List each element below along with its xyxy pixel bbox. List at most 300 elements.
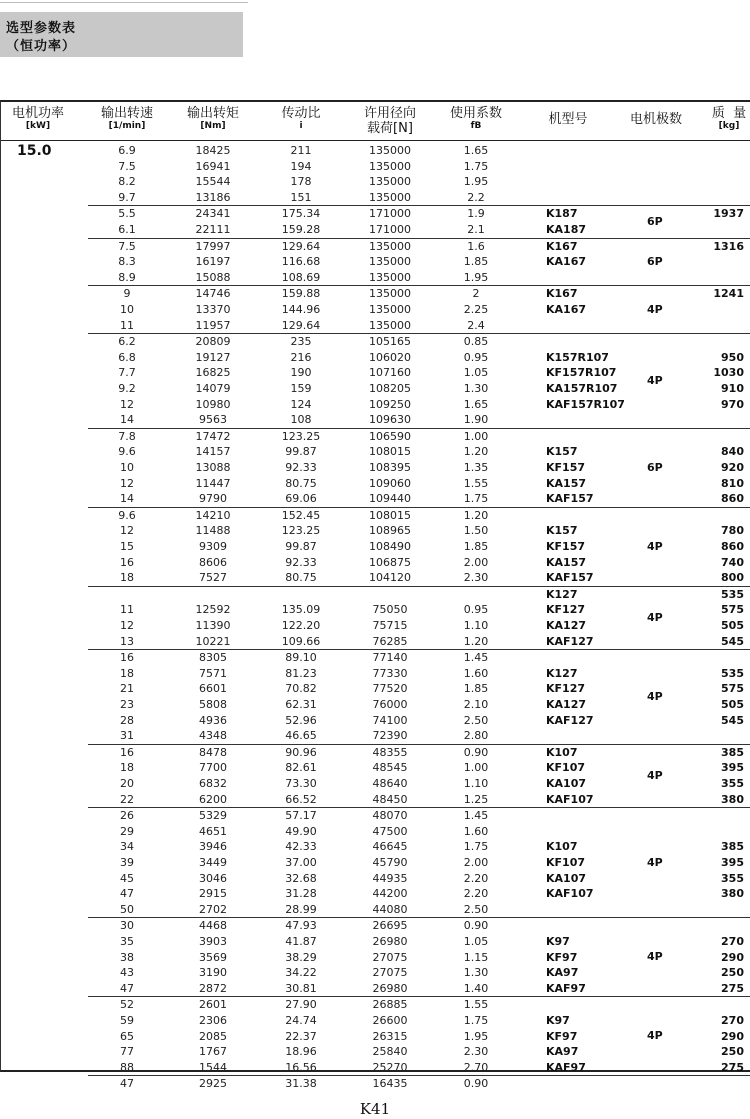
cell-output-torque: 11390 (195, 619, 231, 632)
cell-radial-load: 26695 (372, 919, 408, 933)
cell-output-speed: 21 (120, 682, 134, 696)
cell-output-speed: 10 (120, 303, 134, 316)
cell-radial-load: 135000 (369, 144, 411, 157)
cell-weight: 250 (721, 966, 744, 980)
cell-output-speed: 20 (120, 777, 134, 790)
cell-output-torque: 6601 (199, 682, 227, 696)
cell-output-speed: 16 (120, 745, 134, 759)
cell-output-torque: 15088 (195, 270, 231, 284)
cell-model: KAF157 (546, 571, 594, 585)
group-separator (88, 917, 750, 918)
cell-model: KAF97 (546, 981, 586, 995)
header-service-factor-label: 使用系数 (449, 106, 503, 121)
cell-model: KAF157R107 (546, 397, 625, 411)
cell-output-speed: 11 (120, 318, 134, 332)
cell-service-factor: 1.75 (463, 840, 489, 854)
cell-output-speed: 38 (120, 950, 134, 964)
cell-ratio: 159 (290, 382, 312, 395)
cell-radial-load: 48640 (372, 777, 408, 790)
cell-output-torque: 11447 (195, 476, 231, 490)
cell-model: KAF127 (546, 713, 594, 727)
cell-radial-load: 135000 (369, 190, 411, 204)
cell-ratio: 81.23 (285, 666, 317, 680)
cell-ratio: 62.31 (285, 698, 317, 711)
cell-ratio: 122.20 (281, 619, 321, 632)
cell-poles: 4P (647, 690, 663, 703)
cell-weight: 275 (721, 981, 744, 995)
header-title: 选型参数表 (6, 21, 77, 36)
cell-weight: 1937 (713, 207, 744, 221)
cell-ratio: 175.34 (281, 207, 321, 221)
cell-radial-load: 25840 (372, 1045, 408, 1059)
cell-output-torque: 14157 (195, 445, 231, 459)
cell-radial-load: 48545 (372, 761, 408, 775)
group-separator (88, 507, 750, 508)
cell-weight: 810 (721, 476, 744, 490)
cell-weight: 1241 (713, 287, 744, 301)
cell-ratio: 22.37 (285, 1029, 317, 1043)
cell-poles: 4P (647, 950, 663, 964)
header-output-speed-unit: [1/min] (108, 121, 146, 131)
cell-radial-load: 74100 (372, 713, 408, 727)
cell-output-torque: 1544 (199, 1060, 227, 1074)
cell-output-torque: 15544 (195, 175, 231, 189)
cell-service-factor: 0.85 (463, 335, 489, 349)
header-radial-load-label: 许用径向 载荷[N] (363, 106, 417, 136)
cell-model: KF127 (546, 682, 585, 696)
cell-radial-load: 109630 (369, 413, 411, 427)
cell-model: K97 (546, 1014, 570, 1027)
cell-ratio: 52.96 (285, 713, 317, 727)
cell-model: KA127 (546, 619, 586, 632)
cell-weight: 1030 (713, 366, 744, 380)
cell-output-torque: 7700 (199, 761, 227, 775)
cell-service-factor: 1.95 (463, 1029, 489, 1043)
cell-output-torque: 2306 (199, 1014, 227, 1027)
cell-service-factor: 1.9 (467, 207, 485, 221)
cell-output-torque: 2925 (199, 1077, 227, 1091)
cell-radial-load: 75050 (372, 603, 408, 617)
motor-power-value: 15.0 (17, 143, 52, 159)
cell-model: KF107 (546, 761, 585, 775)
cell-ratio: 42.33 (285, 840, 317, 854)
cell-weight: 1316 (713, 239, 744, 253)
cell-output-speed: 9.6 (118, 508, 136, 522)
cell-weight: 545 (721, 634, 744, 648)
cell-ratio: 190 (290, 366, 312, 380)
cell-ratio: 47.93 (285, 919, 317, 933)
cell-output-torque: 3569 (199, 950, 227, 964)
header-poles (630, 112, 682, 127)
cell-service-factor: 1.55 (463, 476, 489, 490)
cell-model: K127 (546, 666, 578, 680)
cell-output-torque: 13186 (195, 190, 231, 204)
cell-ratio: 46.65 (285, 729, 317, 743)
cell-service-factor: 2.10 (463, 698, 489, 711)
cell-output-torque: 3946 (199, 840, 227, 854)
cell-model: K157R107 (546, 350, 609, 364)
cell-output-speed: 6.9 (118, 144, 136, 157)
cell-weight: 380 (721, 887, 744, 901)
cell-output-speed: 14 (120, 492, 134, 506)
cell-model: KAF127 (546, 634, 594, 648)
cell-output-speed: 9.2 (118, 382, 136, 395)
cell-radial-load: 109250 (369, 397, 411, 411)
cell-output-torque: 2872 (199, 981, 227, 995)
cell-model: K167 (546, 239, 578, 253)
cell-weight: 290 (721, 950, 744, 964)
cell-weight: 385 (721, 745, 744, 759)
cell-output-torque: 2601 (199, 998, 227, 1012)
cell-radial-load: 46645 (372, 840, 408, 854)
cell-weight: 395 (721, 761, 744, 775)
cell-service-factor: 2.2 (467, 190, 485, 204)
cell-model: KA107 (546, 777, 586, 790)
cell-service-factor: 1.40 (463, 981, 489, 995)
cell-output-torque: 8305 (199, 651, 227, 665)
group-separator (88, 649, 750, 650)
cell-service-factor: 1.85 (463, 682, 489, 696)
cell-ratio: 37.00 (285, 856, 317, 869)
cell-service-factor: 1.15 (463, 950, 489, 964)
parameter-table (0, 100, 750, 1091)
header-output-speed (101, 106, 153, 132)
section-header (0, 12, 243, 57)
header-rule (1, 140, 750, 141)
cell-output-torque: 6832 (199, 777, 227, 790)
cell-radial-load: 108395 (369, 461, 411, 474)
cell-output-torque: 9563 (199, 413, 227, 427)
cell-output-torque: 14079 (195, 382, 231, 395)
cell-radial-load: 135000 (369, 270, 411, 284)
cell-weight: 575 (721, 603, 744, 617)
cell-output-torque: 20809 (195, 335, 231, 349)
cell-output-torque: 14210 (195, 508, 231, 522)
cell-service-factor: 1.20 (463, 634, 489, 648)
cell-ratio: 216 (290, 350, 312, 364)
cell-output-torque: 11957 (195, 318, 231, 332)
cell-output-torque: 9790 (199, 492, 227, 506)
cell-output-speed: 59 (120, 1014, 134, 1027)
cell-service-factor: 1.60 (463, 824, 489, 838)
cell-ratio: 38.29 (285, 950, 317, 964)
cell-output-torque: 17472 (195, 429, 231, 443)
cell-ratio: 108 (290, 413, 312, 427)
cell-output-speed: 7.5 (118, 159, 136, 173)
cell-radial-load: 48355 (372, 745, 408, 759)
cell-radial-load: 44935 (372, 871, 408, 885)
cell-output-speed: 26 (120, 809, 134, 823)
cell-ratio: 82.61 (285, 761, 317, 775)
cell-radial-load: 135000 (369, 287, 411, 301)
cell-model: KA157 (546, 555, 586, 569)
cell-output-torque: 3903 (199, 935, 227, 948)
cell-output-speed: 16 (120, 555, 134, 569)
cell-service-factor: 2.50 (463, 713, 489, 727)
cell-service-factor: 2.00 (463, 856, 489, 869)
cell-output-torque: 3190 (199, 966, 227, 980)
cell-output-speed: 50 (120, 902, 134, 916)
cell-service-factor: 2.20 (463, 871, 489, 885)
cell-ratio: 27.90 (285, 998, 317, 1012)
cell-output-speed: 45 (120, 871, 134, 885)
cell-output-speed: 23 (120, 698, 134, 711)
cell-radial-load: 135000 (369, 303, 411, 316)
cell-model: KA187 (546, 223, 586, 236)
cell-output-speed: 7.8 (118, 429, 136, 443)
cell-output-speed: 31 (120, 729, 134, 743)
cell-ratio: 28.99 (285, 902, 317, 916)
header-service-factor-unit: fB (470, 121, 482, 131)
cell-output-speed: 9.6 (118, 445, 136, 459)
cell-radial-load: 77520 (372, 682, 408, 696)
cell-model: KF157 (546, 461, 585, 474)
cell-model: KA157 (546, 476, 586, 490)
header-output-speed-label: 输出转速 (100, 106, 154, 121)
cell-radial-load: 107160 (369, 366, 411, 380)
cell-service-factor: 1.30 (463, 966, 489, 980)
cell-service-factor: 1.20 (463, 508, 489, 522)
group-separator (88, 238, 750, 239)
group-separator (88, 333, 750, 334)
cell-weight: 950 (721, 350, 744, 364)
cell-output-torque: 24341 (195, 207, 231, 221)
cell-service-factor: 2.4 (467, 318, 485, 332)
cell-output-speed: 12 (120, 619, 134, 632)
cell-radial-load: 171000 (369, 223, 411, 236)
cell-output-torque: 8606 (199, 555, 227, 569)
header-poles-label: 电机极数 (629, 112, 683, 127)
cell-radial-load: 108490 (369, 540, 411, 553)
group-separator (88, 428, 750, 429)
cell-model: KA157R107 (546, 382, 618, 395)
cell-radial-load: 44080 (372, 902, 408, 916)
cell-service-factor: 1.45 (463, 809, 489, 823)
header-weight-unit: [kg] (718, 121, 740, 131)
cell-weight: 275 (721, 1060, 744, 1074)
cell-ratio: 178 (290, 175, 312, 189)
cell-service-factor: 2.80 (463, 729, 489, 743)
header-motor-power-label: 电机功率 (11, 106, 65, 121)
cell-service-factor: 2.30 (463, 571, 489, 585)
header-output-torque-label: 输出转矩 (186, 106, 240, 121)
cell-output-speed: 10 (120, 461, 134, 474)
cell-weight: 780 (721, 524, 744, 538)
cell-radial-load: 104120 (369, 571, 411, 585)
cell-radial-load: 76000 (372, 698, 408, 711)
cell-radial-load: 135000 (369, 255, 411, 269)
cell-output-speed: 6.1 (118, 223, 136, 236)
header-model (548, 112, 587, 127)
cell-model: K107 (546, 840, 578, 854)
cell-radial-load: 76285 (372, 634, 408, 648)
cell-weight: 545 (721, 713, 744, 727)
cell-ratio: 152.45 (281, 508, 321, 522)
cell-ratio: 99.87 (285, 540, 317, 553)
cell-service-factor: 1.20 (463, 445, 489, 459)
cell-ratio: 124 (290, 397, 312, 411)
cell-ratio: 109.66 (281, 634, 321, 648)
cell-output-torque: 16941 (195, 159, 231, 173)
cell-weight: 270 (721, 935, 744, 948)
cell-output-torque: 13370 (195, 303, 231, 316)
cell-service-factor: 1.00 (463, 429, 489, 443)
cell-output-torque: 4936 (199, 713, 227, 727)
cell-ratio: 49.90 (285, 824, 317, 838)
cell-output-speed: 88 (120, 1060, 134, 1074)
header-output-torque (187, 106, 239, 132)
cell-output-speed: 5.5 (118, 207, 136, 221)
cell-output-torque: 11488 (195, 524, 231, 538)
cell-output-torque: 1767 (199, 1045, 227, 1059)
cell-output-speed: 12 (120, 476, 134, 490)
cell-poles: 4P (647, 539, 663, 553)
cell-service-factor: 1.75 (463, 159, 489, 173)
cell-service-factor: 2.00 (463, 555, 489, 569)
cell-weight: 840 (721, 445, 744, 459)
cell-output-speed: 11 (120, 603, 134, 617)
cell-radial-load: 106020 (369, 350, 411, 364)
cell-model: KAF107 (546, 887, 594, 901)
cell-ratio: 66.52 (285, 792, 317, 806)
header-ratio-label: 传动比 (281, 106, 321, 121)
cell-ratio: 194 (290, 159, 312, 173)
cell-radial-load: 48450 (372, 792, 408, 806)
cell-output-speed: 34 (120, 840, 134, 854)
cell-output-torque: 2915 (199, 887, 227, 901)
cell-weight: 740 (721, 555, 744, 569)
cell-ratio: 123.25 (281, 429, 321, 443)
cell-service-factor: 1.95 (463, 270, 489, 284)
cell-weight: 505 (721, 698, 744, 711)
cell-poles: 4P (647, 855, 663, 869)
cell-ratio: 31.28 (285, 887, 317, 901)
cell-service-factor: 1.35 (463, 461, 489, 474)
cell-radial-load: 135000 (369, 175, 411, 189)
cell-service-factor: 1.75 (463, 492, 489, 506)
cell-model: KF157R107 (546, 366, 617, 380)
cell-model: K157 (546, 445, 578, 459)
cell-output-torque: 10980 (195, 397, 231, 411)
group-separator (88, 996, 750, 997)
cell-output-speed: 8.3 (118, 255, 136, 269)
cell-model: KA97 (546, 966, 579, 980)
cell-radial-load: 77140 (372, 651, 408, 665)
cell-output-torque: 9309 (199, 540, 227, 553)
header-weight-label: 质 量 (711, 106, 747, 121)
cell-output-torque: 16197 (195, 255, 231, 269)
group-separator (88, 1075, 750, 1076)
cell-output-speed: 13 (120, 634, 134, 648)
cell-weight: 380 (721, 792, 744, 806)
cell-radial-load: 106590 (369, 429, 411, 443)
cell-model: K187 (546, 207, 578, 221)
cell-output-torque: 4651 (199, 824, 227, 838)
cell-service-factor: 1.90 (463, 413, 489, 427)
cell-output-speed: 12 (120, 524, 134, 538)
cell-service-factor: 1.6 (467, 239, 485, 253)
cell-output-speed: 14 (120, 413, 134, 427)
cell-radial-load: 135000 (369, 239, 411, 253)
cell-service-factor: 1.85 (463, 255, 489, 269)
cell-radial-load: 108205 (369, 382, 411, 395)
cell-ratio: 108.69 (281, 270, 321, 284)
cell-weight: 800 (721, 571, 744, 585)
cell-output-torque: 7527 (199, 571, 227, 585)
cell-ratio: 32.68 (285, 871, 317, 885)
cell-model: K107 (546, 745, 578, 759)
cell-ratio: 16.56 (285, 1060, 317, 1074)
cell-weight: 395 (721, 856, 744, 869)
cell-ratio: 135.09 (281, 603, 321, 617)
cell-service-factor: 1.60 (463, 666, 489, 680)
cell-poles: 6P (647, 215, 663, 228)
cell-poles: 4P (647, 374, 663, 387)
cell-output-speed: 7.7 (118, 366, 136, 380)
header-service-factor (450, 106, 502, 132)
cell-output-speed: 18 (120, 666, 134, 680)
cell-model: KF157 (546, 540, 585, 553)
cell-service-factor: 1.10 (463, 619, 489, 632)
cell-poles: 4P (647, 302, 663, 316)
group-separator (88, 285, 750, 286)
cell-service-factor: 1.50 (463, 524, 489, 538)
cell-radial-load: 26600 (372, 1014, 408, 1027)
cell-radial-load: 106875 (369, 555, 411, 569)
cell-output-speed: 8.9 (118, 270, 136, 284)
cell-poles: 4P (647, 769, 663, 782)
group-separator (88, 586, 750, 587)
cell-weight: 535 (721, 587, 744, 601)
cell-radial-load: 135000 (369, 318, 411, 332)
cell-ratio: 57.17 (285, 809, 317, 823)
cell-model: KAF157 (546, 492, 594, 506)
cell-weight: 505 (721, 619, 744, 632)
cell-output-speed: 12 (120, 397, 134, 411)
cell-radial-load: 26980 (372, 981, 408, 995)
cell-radial-load: 171000 (369, 207, 411, 221)
cell-weight: 290 (721, 1029, 744, 1043)
cell-weight: 355 (721, 777, 744, 790)
cell-output-speed: 9.7 (118, 190, 136, 204)
cell-model: KA127 (546, 698, 586, 711)
cell-radial-load: 108015 (369, 508, 411, 522)
cell-output-torque: 3449 (199, 856, 227, 869)
cell-output-speed: 77 (120, 1045, 134, 1059)
group-separator (88, 807, 750, 808)
cell-ratio: 31.38 (285, 1077, 317, 1091)
cell-ratio: 73.30 (285, 777, 317, 790)
cell-radial-load: 109060 (369, 476, 411, 490)
cell-model: KF97 (546, 1029, 578, 1043)
cell-model: KF97 (546, 950, 578, 964)
cell-poles: 6P (647, 255, 663, 268)
cell-output-torque: 7571 (199, 666, 227, 680)
cell-output-speed: 6.2 (118, 335, 136, 349)
cell-service-factor: 0.90 (463, 745, 489, 759)
cell-weight: 860 (721, 492, 744, 506)
cell-radial-load: 72390 (372, 729, 408, 743)
cell-ratio: 92.33 (285, 461, 317, 474)
header-ratio-unit: i (299, 121, 303, 131)
cell-output-torque: 18425 (195, 144, 231, 157)
cell-ratio: 129.64 (281, 239, 321, 253)
cell-model: K97 (546, 935, 570, 948)
cell-output-speed: 29 (120, 824, 134, 838)
header-motor-power (12, 106, 64, 132)
cell-radial-load: 27075 (372, 950, 408, 964)
cell-output-torque: 14746 (195, 287, 231, 301)
